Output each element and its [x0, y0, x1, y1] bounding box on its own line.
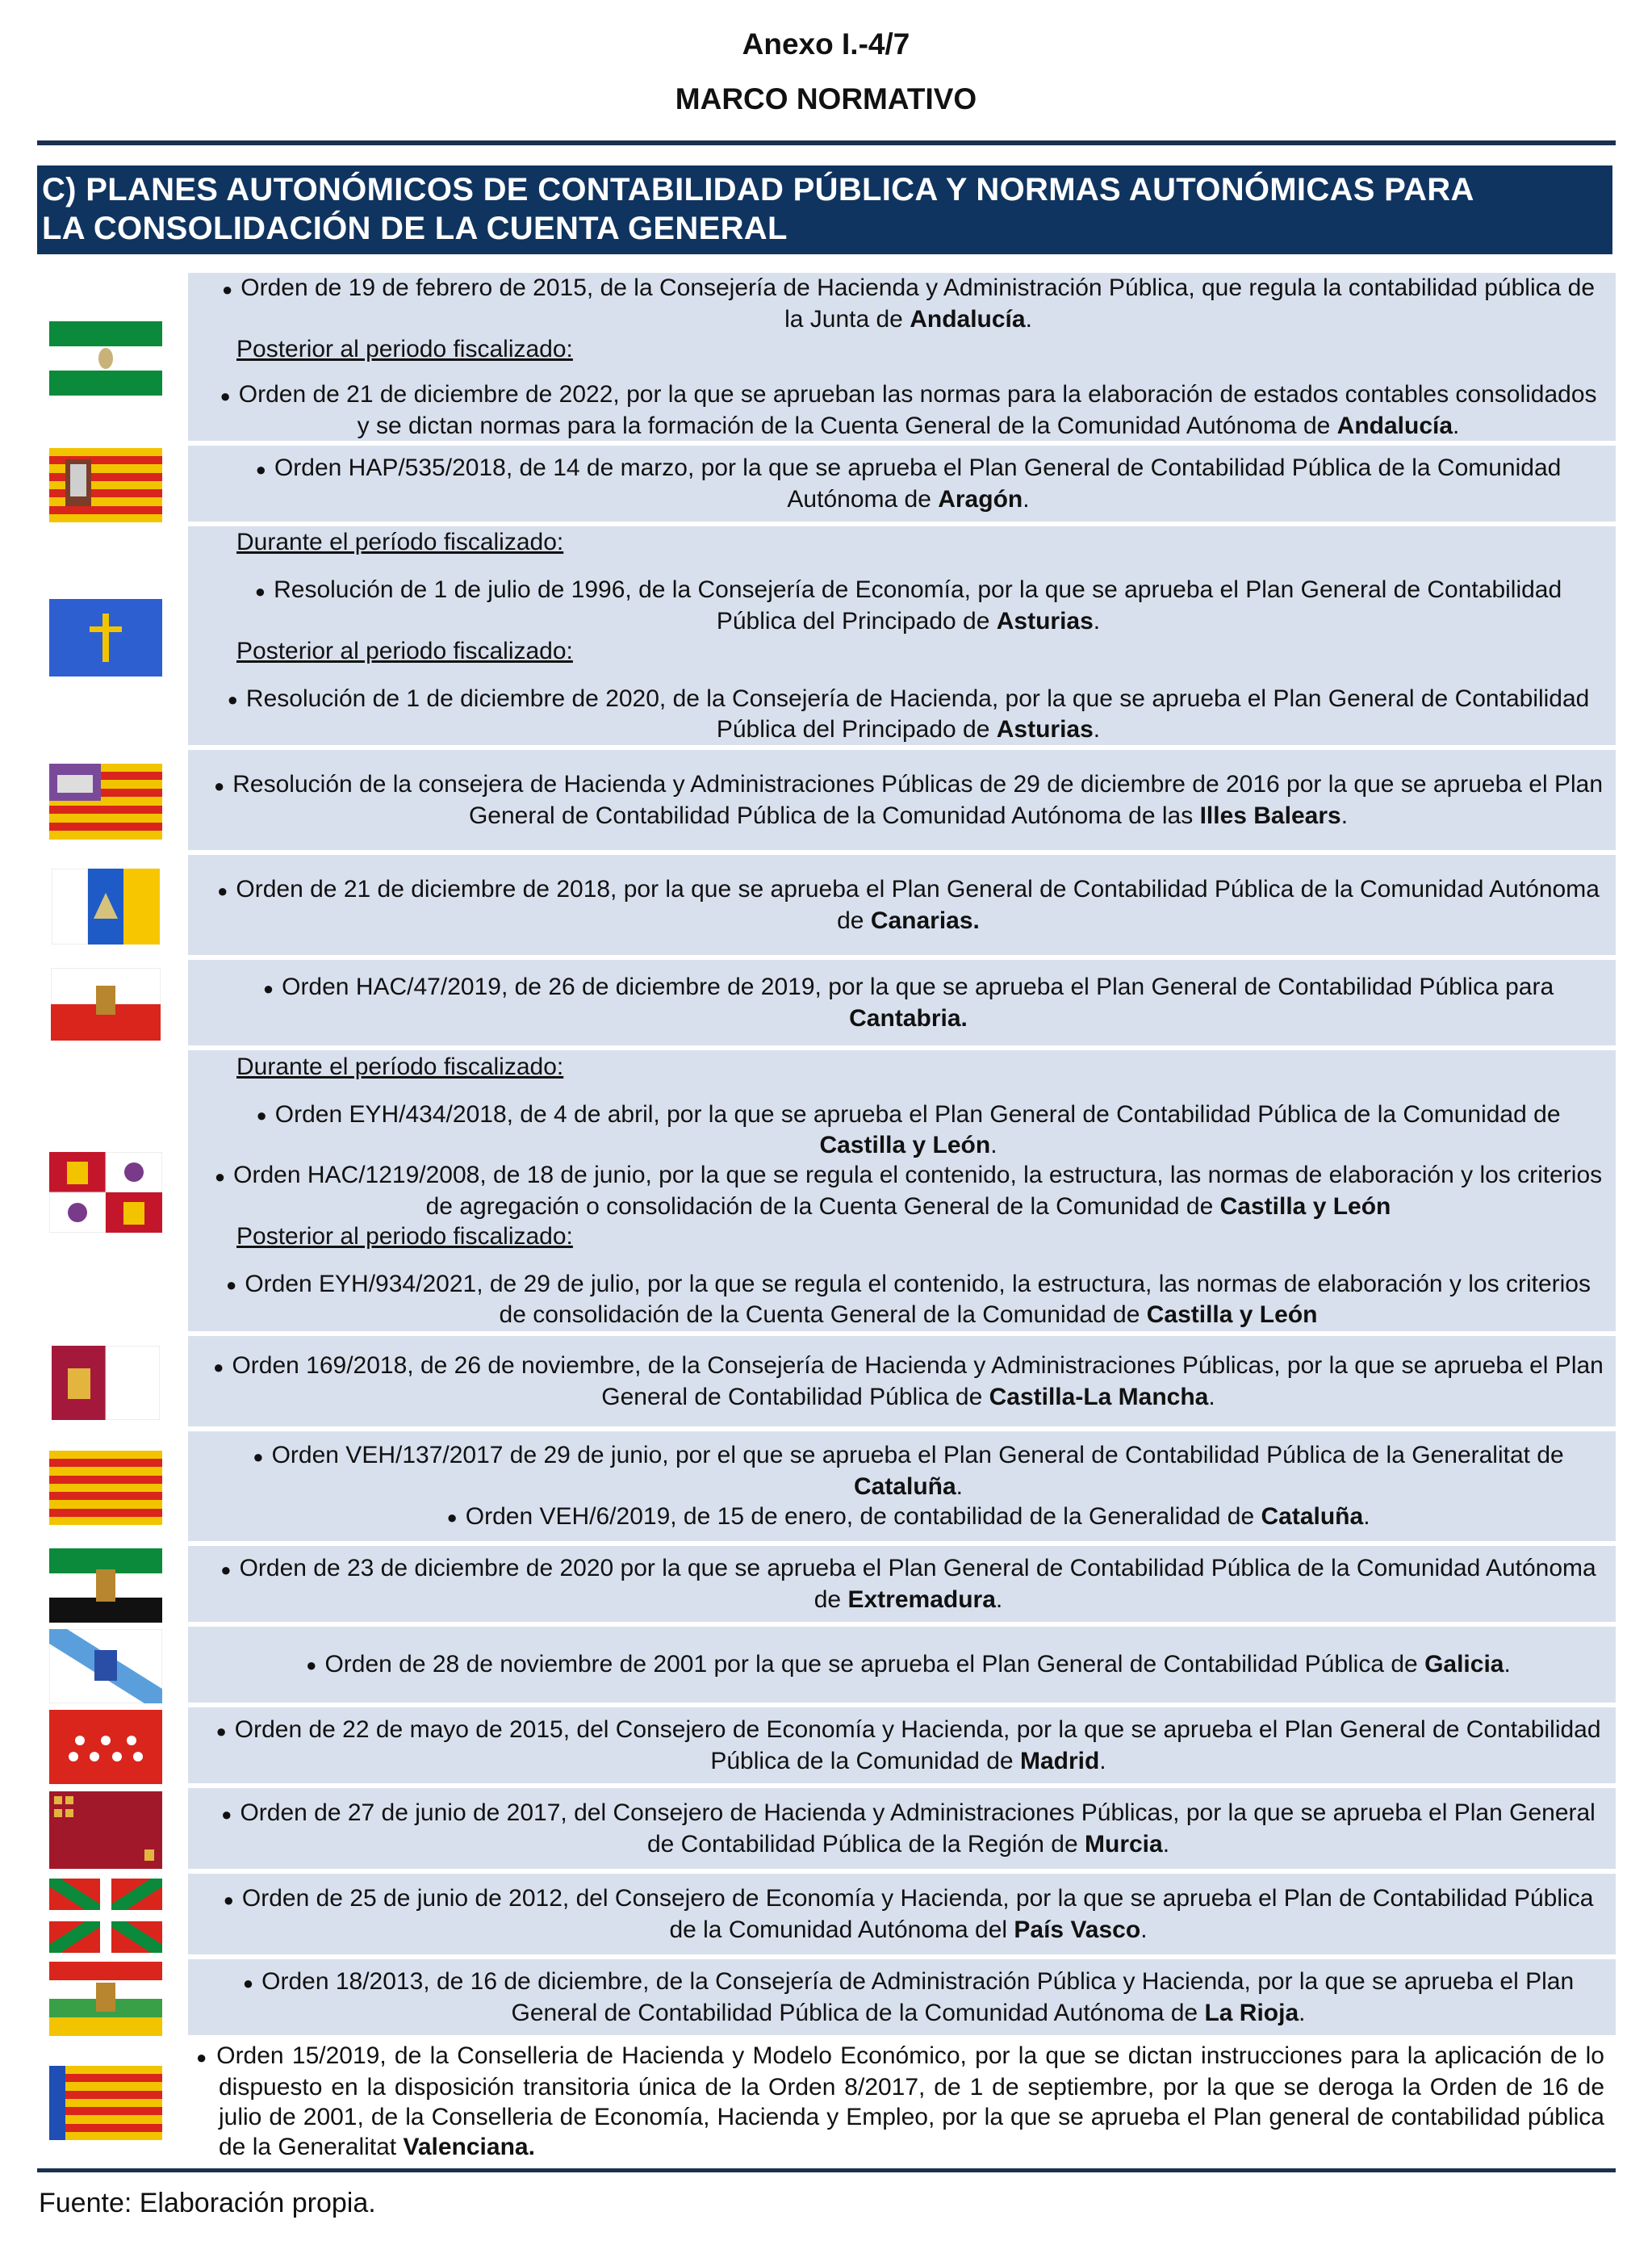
list-item: ● Orden de 19 de febrero de 2015, de la Consejería de Hacienda y Administración Pública, que regula la contabilidad pública de la Junta de Andalucía.: [221, 274, 1596, 333]
period-label-durante: Durante el período fiscalizado:: [236, 528, 564, 555]
flag-cell: [27, 960, 188, 1049]
flag-cell: [27, 526, 188, 748]
period-label-posterior: Posterior al periodo fiscalizado:: [236, 1222, 573, 1250]
list-item: ● Orden de 28 de noviembre de 2001 por la que se aprueba el Plan General de Contabilidad Pública de Galicia.: [306, 1650, 1511, 1678]
row-content: [188, 855, 1616, 958]
row-madrid: [27, 1707, 1616, 1787]
andalucia-flag-icon: [49, 321, 162, 396]
galicia-flag-icon: [49, 1629, 162, 1703]
list-item: ● Orden de 23 de diciembre de 2020 por la que se aprueba el Plan General de Contabilidad Pública de la Comunidad Autónoma de Extremadura.: [220, 1555, 1596, 1613]
list-item: ● Orden 18/2013, de 16 de diciembre, de la Consejería de Administración Pública y Hacienda, por la que se aprueba el Plan General de Contabilidad Pública de la Comunidad Autónoma de La Rioja.: [242, 1968, 1575, 2026]
list-item: ● Orden EYH/434/2018, de 4 de abril, por la que se aprueba el Plan General de Contabilidad Pública de la Comunidad de Castilla y León.: [256, 1100, 1561, 1159]
row-content: [188, 1627, 1616, 1706]
row-content: [188, 1336, 1616, 1430]
canarias-flag-icon: [52, 869, 160, 945]
row-cantabria: [27, 960, 1616, 1049]
list-item: ● Orden 169/2018, de 26 de noviembre, de la Consejería de Hacienda y Administraciones Públicas, por la que se aprueba el Plan General de Contabilidad Pública de Castilla-La Mancha.: [213, 1352, 1604, 1410]
flag-cell: [27, 1050, 188, 1334]
row-content: [188, 1874, 1616, 1958]
aragon-flag-icon: [49, 448, 162, 522]
flag-cell: [27, 446, 188, 525]
row-content: [188, 1959, 1616, 2038]
list-item: ● Orden 15/2019, de la Conselleria de Hacienda y Modelo Económico, por la que se dictan instrucciones para la aplicación de lo dispuesto en la disposición transitoria única de la Orden 8/2017, de 1 de septiembre, por la que se deroga la Orden de 16 de julio de 2001, de la Conselleria de Economía, Hacienda y Empleo, por la que se aprueba el Plan general de contabilidad pública de la Generalitat Valenciana.: [196, 2042, 1604, 2160]
list-item: ● Orden HAP/535/2018, de 14 de marzo, por la que se aprueba el Plan General de Contabilidad Pública de la Comunidad Autónoma de Aragón.: [255, 454, 1562, 513]
valencia-flag-icon: [49, 2066, 162, 2140]
flag-cell: [27, 273, 188, 444]
list-item: ● Orden HAC/47/2019, de 26 de diciembre de 2019, por la que se aprueba el Plan General de Contabilidad Pública para Cantabria.: [262, 974, 1554, 1032]
cataluna-flag-icon: [49, 1451, 162, 1525]
flag-cell: [27, 1874, 188, 1958]
list-item: ● Resolución de 1 de julio de 1996, de la Consejería de Economía, por la que se aprueba el Plan General de Contabilidad Pública del Principado de Asturias.: [254, 576, 1562, 635]
baleares-flag-icon: [49, 764, 162, 840]
row-extremadura: [27, 1546, 1616, 1625]
source-note: Fuente: Elaboración propia.: [39, 2188, 376, 2218]
row-content: [188, 526, 1616, 748]
row-content: [188, 1546, 1616, 1625]
list-item: ● Orden VEH/6/2019, de 15 de enero, de contabilidad de la Generalidad de Cataluña.: [446, 1502, 1370, 1530]
flag-cell: [27, 1336, 188, 1430]
period-label-posterior: Posterior al periodo fiscalizado:: [236, 335, 573, 362]
row-pais-vasco: [27, 1874, 1616, 1958]
flag-cell: [27, 1707, 188, 1787]
row-aragon: [27, 446, 1616, 525]
row-content: [188, 1788, 1616, 1872]
list-item: ● Orden de 21 de diciembre de 2022, por la que se aprueban las normas para la elaboración de estados contables consolidados y se dictan normas para la formación de la Cuenta General de la Comunidad Autónoma de Andalucía.: [220, 381, 1597, 439]
flag-cell: [27, 1627, 188, 1706]
top-rule: [37, 140, 1616, 145]
row-la-rioja: [27, 1959, 1616, 2038]
bottom-rule: [37, 2168, 1616, 2172]
cantabria-flag-icon: [51, 968, 161, 1041]
list-item: ● Orden de 22 de mayo de 2015, del Consejero de Economía y Hacienda, por la que se aprueba el Plan General de Contabilidad Pública de la Comunidad de Madrid.: [215, 1716, 1601, 1774]
flag-cell: [27, 750, 188, 853]
row-content: [188, 2040, 1616, 2166]
row-galicia: [27, 1627, 1616, 1706]
flag-cell: [27, 2040, 188, 2166]
la-rioja-flag-icon: [49, 1962, 162, 2036]
row-content: [188, 273, 1616, 444]
period-label-durante: Durante el período fiscalizado:: [236, 1053, 564, 1080]
row-andalucia: [27, 273, 1616, 444]
list-item: ● Orden VEH/137/2017 de 29 de junio, por el que se aprueba el Plan General de Contabilidad Pública de la Generalitat de Cataluña.: [253, 1441, 1564, 1500]
row-canarias: [27, 855, 1616, 958]
row-cataluna: [27, 1431, 1616, 1544]
section-heading: [37, 165, 1612, 254]
pais-vasco-flag-icon: [49, 1879, 162, 1953]
row-content: [188, 446, 1616, 525]
castilla-leon-flag-icon: [49, 1152, 162, 1233]
list-item: ● Orden de 27 de junio de 2017, del Consejero de Hacienda y Administraciones Públicas, por la que se aprueba el Plan General de Contabilidad Pública de la Región de Murcia.: [221, 1799, 1596, 1858]
row-illes-balears: [27, 750, 1616, 853]
list-item: ● Orden EYH/934/2021, de 29 de julio, por la que se regula el contenido, la estructura, las normas de elaboración y los criterios de consolidación de la Cuenta General de la Comunidad de Castilla y León: [226, 1270, 1591, 1329]
period-label-posterior: Posterior al periodo fiscalizado:: [236, 637, 573, 664]
row-castilla-y-leon: [27, 1050, 1616, 1334]
row-content: [188, 750, 1616, 853]
row-murcia: [27, 1788, 1616, 1872]
flag-cell: [27, 1959, 188, 2038]
flag-cell: [27, 1546, 188, 1625]
row-valenciana: [27, 2040, 1616, 2166]
list-item: ● Orden HAC/1219/2008, de 18 de junio, por la que se regula el contenido, la estructura, las normas de elaboración y los criterios de agregación o consolidación de la Cuenta General de la Comunidad de Castilla y León: [214, 1162, 1603, 1220]
section-heading-line-2: LA CONSOLIDACIÓN DE LA CUENTA GENERAL: [42, 211, 788, 246]
list-item: ● Resolución de la consejera de Hacienda y Administraciones Públicas de 29 de diciembre de 2016 por la que se aprueba el Plan General de Contabilidad Pública de la Comunidad Autónoma de las Illes Balears.: [213, 771, 1604, 829]
list-item: ● Orden de 25 de junio de 2012, del Consejero de Economía y Hacienda, por la que se aprueba el Plan de Contabilidad Pública de la Comunidad Autónoma del País Vasco.: [223, 1885, 1594, 1943]
murcia-flag-icon: [49, 1791, 162, 1869]
asturias-flag-icon: [49, 599, 162, 676]
castilla-la-mancha-flag-icon: [52, 1346, 160, 1420]
madrid-flag-icon: [49, 1710, 162, 1784]
list-item: ● Orden de 21 de diciembre de 2018, por la que se aprueba el Plan General de Contabilidad Pública de la Comunidad Autónoma de Canarias.: [217, 876, 1600, 934]
flag-cell: [27, 855, 188, 958]
row-castilla-la-mancha: [27, 1336, 1616, 1430]
extremadura-flag-icon: [49, 1548, 162, 1623]
annex-title: Anexo I.-4/7: [742, 27, 910, 61]
flag-cell: [27, 1788, 188, 1872]
flag-cell: [27, 1431, 188, 1544]
page-subtitle: MARCO NORMATIVO: [675, 82, 977, 115]
row-asturias: [27, 526, 1616, 748]
list-item: ● Resolución de 1 de diciembre de 2020, de la Consejería de Hacienda, por la que se aprueba el Plan General de Contabilidad Pública del Principado de Asturias.: [227, 685, 1590, 744]
row-content: [188, 1707, 1616, 1787]
row-content: [188, 960, 1616, 1049]
row-content: [188, 1050, 1616, 1334]
row-content: [188, 1431, 1616, 1544]
section-heading-line-1: C) PLANES AUTONÓMICOS DE CONTABILIDAD PÚBLICA Y NORMAS AUTONÓMICAS PARA: [42, 172, 1474, 207]
